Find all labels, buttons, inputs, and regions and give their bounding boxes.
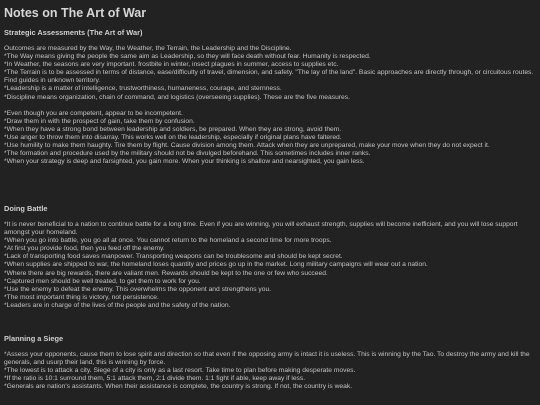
- note-line: *In Weather, the seasons are very important. frostbite in winter, insect plagues in summer, access to supplies etc.: [4, 61, 339, 69]
- note-line: *When your strategy is deep and farsighted, you gain more. When your thinking is shallow and nearsighted, you gain less.: [4, 158, 365, 166]
- note-line: *Assess your opponents, cause them to lose spirit and direction so that even if the opposing army is intact it is useless. This is winning by the Tao. To destroy the army and kill the generals, and usurp their land, this is winning by force.: [4, 351, 530, 367]
- note-line: *The formation and procedure used by the military should not be divulged beforehand. This sometimes includes inner ranks.: [4, 150, 371, 158]
- note-line: *Generals are nation's assistants. When their assistance is complete, the country is strong. If not, the country is weak.: [4, 383, 353, 391]
- note-line: *The Terrain is to be assessed in terms of distance, ease/difficulty of travel, dimension, and safety. "The lay of the land". Basic approaches are directly through, or circuitous routes. Find guides in unknown territory.: [4, 69, 534, 85]
- note-line: *Captured men should be well treated, to get them to work for you.: [4, 277, 201, 285]
- note-line: *Leaders are in charge of the lives of the people and the safety of the nation.: [4, 301, 231, 309]
- note-line: *When supplies are shipped to war, the homeland loses quantity and prices go up in the market. Long military campaigns will wear out a nation.: [4, 261, 428, 269]
- page-title: Notes on The Art of War: [4, 6, 147, 20]
- note-line: Outcomes are measured by the Way, the Weather, the Terrain, the Leadership and the Discipline.: [4, 45, 292, 52]
- note-line: *When you go into battle, you go all at once. You cannot return to the homeland a second time for more troops.: [4, 237, 332, 245]
- section-heading: Strategic Assessments (The Art of War): [4, 28, 143, 37]
- paragraph-block: [4, 351, 534, 391]
- note-line: *It is never beneficial to a nation to continue battle for a long time. Even if you are winning, you will exhaust strength, supplies will become inefficient, and you will lose support amongst your homeland.: [4, 221, 518, 237]
- note-line: *Discipline means organization, chain of command, and logistics (overseeing supplies). These are the five measures.: [4, 93, 350, 101]
- note-line: *At first you provide food, then you feed off the enemy.: [4, 245, 165, 253]
- note-line: *The Way means giving the people the same aim as Leadership, so they will face death without fear. Humanity is respected.: [4, 53, 371, 61]
- paragraph-block: [4, 45, 534, 102]
- section-heading: Doing Battle: [4, 204, 48, 213]
- note-line: *Use anger to throw them into disarray. This works well on the leadership, especially if original plans have faltered.: [4, 133, 342, 141]
- note-line: *Lack of transporting food saves manpower. Transporting weapons can be troublesome and should be kept secret.: [4, 253, 343, 261]
- note-line: *Even though you are competent, appear to be incompetent.: [4, 109, 183, 117]
- paragraph-gap: [4, 102, 534, 110]
- paragraph-block: [4, 221, 534, 310]
- note-line: *The lowest is to attack a city. Siege of a city is only as a last resort. Take time to plan before making desperate moves.: [4, 367, 356, 375]
- note-line: *If the ratio is 10:1 surround them, 5:1 attack them, 2:1 divide them. 1:1 fight if able, keep away if less.: [4, 375, 306, 383]
- section-planning-a-siege: [4, 334, 534, 391]
- note-line: *When they have a strong bond between leadership and soldiers, be prepared. When they are strong, avoid them.: [4, 125, 342, 133]
- note-line: *Use humility to make them haughty. Tire them by flight. Cause division among them. Attack when they are unprepared, make your move when they do not expect it.: [4, 142, 490, 150]
- note-line: *Draw them in with the prospect of gain, take them by confusion.: [4, 117, 195, 125]
- note-line: *The most important thing is victory, not persistence.: [4, 293, 159, 301]
- note-line: *Where there are big rewards, there are valiant men. Rewards should be kept to the one or few who succeed.: [4, 269, 328, 277]
- paragraph-block: [4, 110, 534, 167]
- note-line: *Leadership is a matter of intelligence, trustworthiness, humaneness, courage, and sternness.: [4, 85, 282, 93]
- note-line: *Use the enemy to defeat the enemy. This overwhelms the opponent and strengthens you.: [4, 285, 272, 293]
- section-strategic-assessments: [4, 28, 534, 166]
- section-doing-battle: [4, 204, 534, 310]
- section-heading: Planning a Siege: [4, 334, 64, 343]
